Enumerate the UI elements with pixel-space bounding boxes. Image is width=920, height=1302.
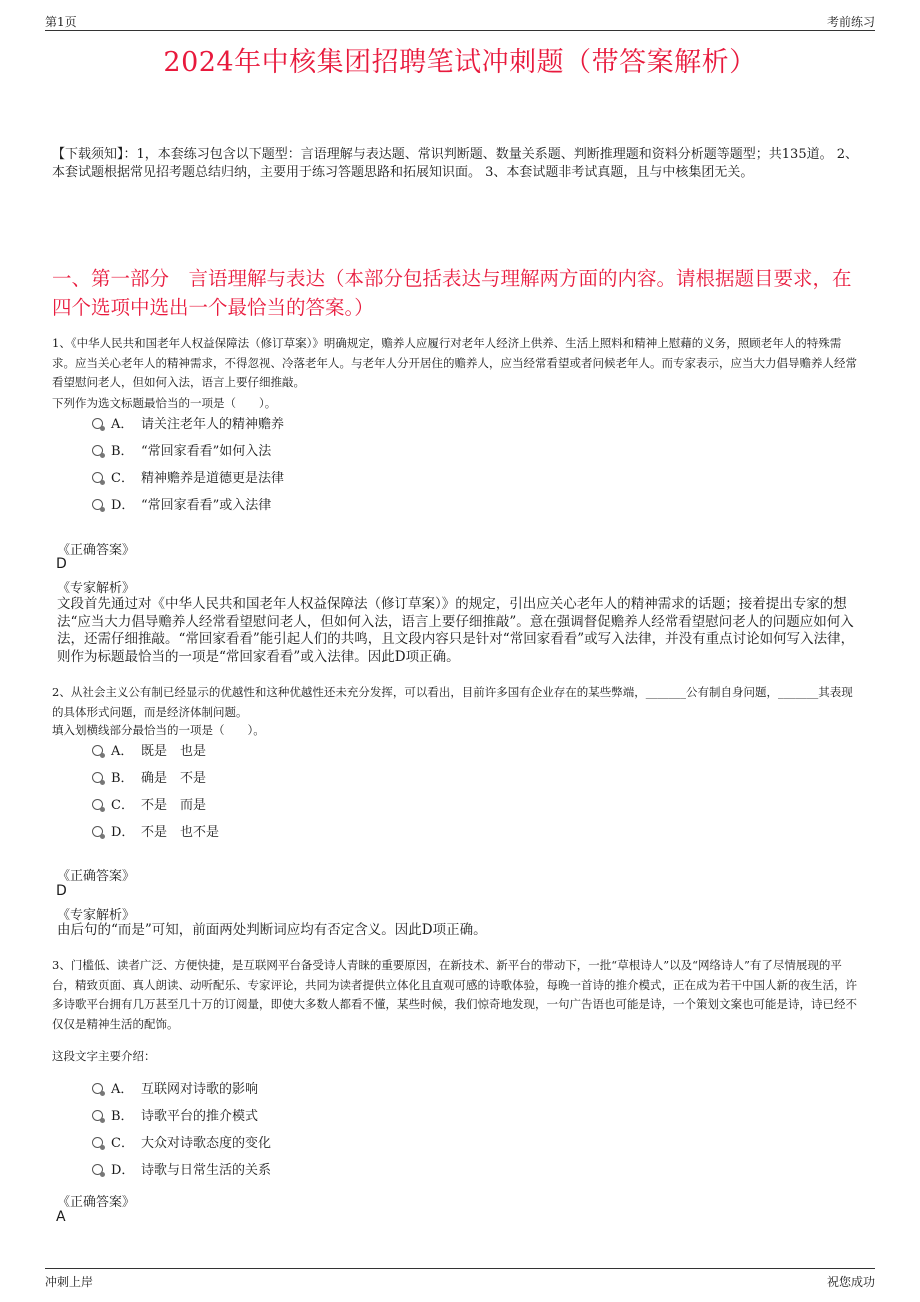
- radio-icon[interactable]: [92, 1110, 103, 1121]
- question-2-prompt: 填入划横线部分最恰当的一项是（ ）。: [52, 723, 265, 737]
- radio-icon[interactable]: [92, 418, 103, 429]
- question-2-text: 2、从社会主义公有制已经显示的优越性和这种优越性还未充分发挥，可以看出，目前许多国有企业存在的某些弊端，_______公有制自身问题，_______其表现的具体形式问题，而是经济体制问题。: [52, 685, 853, 719]
- page-number: 第1页: [45, 15, 77, 29]
- section-heading: 一、第一部分 言语理解与表达（本部分包括表达与理解两方面的内容。请根据题目要求，在四个选项中选出一个最恰当的答案。）: [52, 267, 852, 319]
- radio-icon[interactable]: [92, 826, 103, 837]
- radio-icon[interactable]: [92, 499, 103, 510]
- download-notice: 【下载须知】：1，本套练习包含以下题型：言语理解与表达题、常识判断题、数量关系题、判断推理题和资料分析题等题型；共135道。 2、本套试题根据常见招考题总结归纳，主要用于练习答题思路和拓展知识面。 3、本套试题非考试真题，且与中核集团无关。: [52, 147, 858, 180]
- radio-icon[interactable]: [92, 472, 103, 483]
- answer-label: 《正确答案》: [57, 869, 136, 884]
- explanation-label: 《专家解析》: [57, 908, 136, 923]
- question-1-option-b[interactable]: B． “常回家看看”如何入法: [92, 442, 271, 462]
- document-title: 2024年中核集团招聘笔试冲刺题（带答案解析）: [163, 47, 757, 78]
- question-1-prompt: 下列作为选文标题最恰当的一项是（ ）。: [52, 396, 277, 410]
- answer-label: 《正确答案》: [57, 543, 136, 558]
- page-footer: [45, 1268, 875, 1293]
- radio-icon[interactable]: [92, 445, 103, 456]
- question-3-option-c[interactable]: C． 大众对诗歌态度的变化: [92, 1134, 271, 1154]
- answer-label: 《正确答案》: [57, 1195, 136, 1210]
- radio-icon[interactable]: [92, 1137, 103, 1148]
- question-3-option-b[interactable]: B． 诗歌平台的推介模式: [92, 1107, 258, 1127]
- answer-value: D: [56, 883, 67, 899]
- question-1-option-d[interactable]: D． “常回家看看”或入法律: [92, 496, 271, 516]
- question-3-option-d[interactable]: D． 诗歌与日常生活的关系: [92, 1161, 271, 1181]
- question-2-option-c[interactable]: C． 不是 而是: [92, 796, 206, 816]
- explanation-text: 由后句的“而是”可知，前面两处判断词应均有否定含义。因此D项正确。: [57, 922, 487, 938]
- page-header: [45, 10, 875, 31]
- answer-value: A: [56, 1209, 66, 1225]
- radio-icon[interactable]: [92, 772, 103, 783]
- radio-icon[interactable]: [92, 745, 103, 756]
- footer-left: 冲刺上岸: [45, 1275, 94, 1289]
- question-2-option-b[interactable]: B． 确是 不是: [92, 769, 206, 789]
- answer-value: D: [56, 556, 67, 572]
- footer-right: 祝您成功: [826, 1275, 875, 1289]
- question-1-option-a[interactable]: A． 请关注老年人的精神赡养: [92, 415, 284, 435]
- radio-icon[interactable]: [92, 1083, 103, 1094]
- question-1-option-c[interactable]: C． 精神赡养是道德更是法律: [92, 469, 284, 489]
- explanation-label: 《专家解析》: [57, 581, 136, 596]
- question-3-text: 3、门槛低、读者广泛、方便快捷，是互联网平台备受诗人青睐的重要原因，在新技术、新平台的带动下，一批“草根诗人”以及“网络诗人”有了尽情展现的平台，精致页面、真人朗读、动听配乐、专家评论，共同为读者提供立体化且直观可感的诗歌体验，每晚一首诗的推介模式，正在成为若干中国人新的夜生活，许多诗歌平台拥有几万甚至几十万的订阅量，即使大多数人都看不懂，某些时候，我们惊奇地发现，一句广告语也可能是诗，一个策划文案也可能是诗，诗已经不仅仅是精神生活的配饰。: [52, 958, 857, 1031]
- radio-icon[interactable]: [92, 1164, 103, 1175]
- question-2-option-a[interactable]: A． 既是 也是: [92, 742, 206, 762]
- explanation-text: 文段首先通过对《中华人民共和国老年人权益保障法（修订草案）》的规定，引出应关心老年人的精神需求的话题；接着提出专家的想法“应当大力倡导赡养人经常看望慰问老人，但如何入法，语言上要仔细推敲”。意在强调督促赡养人经常看望慰问老人的问题应如何入法，还需仔细推敲。“常回家看看”能引起人们的共鸣，且文段内容只是针对“常回家看看”或写入法律，并没有重点讨论如何写入法律，则作为标题最恰当的一项是“常回家看看”或入法律。因此D项正确。: [57, 596, 855, 665]
- question-2-option-d[interactable]: D． 不是 也不是: [92, 823, 219, 843]
- question-3-option-a[interactable]: A． 互联网对诗歌的影响: [92, 1080, 258, 1100]
- question-1-text: 1、《中华人民共和国老年人权益保障法（修订草案）》明确规定，赡养人应履行对老年人经济上供养、生活上照料和精神上慰藉的义务，照顾老年人的特殊需求。应当关心老年人的精神需求，不得忽视、冷落老年人。与老年人分开居住的赡养人，应当经常看望或者问候老年人。而专家表示，应当大力倡导赡养人经常看望慰问老人，但如何入法，语言上要仔细推敲。: [52, 336, 857, 389]
- question-3-prompt: 这段文字主要介绍：: [52, 1049, 156, 1063]
- header-label: 考前练习: [826, 15, 875, 29]
- radio-icon[interactable]: [92, 799, 103, 810]
